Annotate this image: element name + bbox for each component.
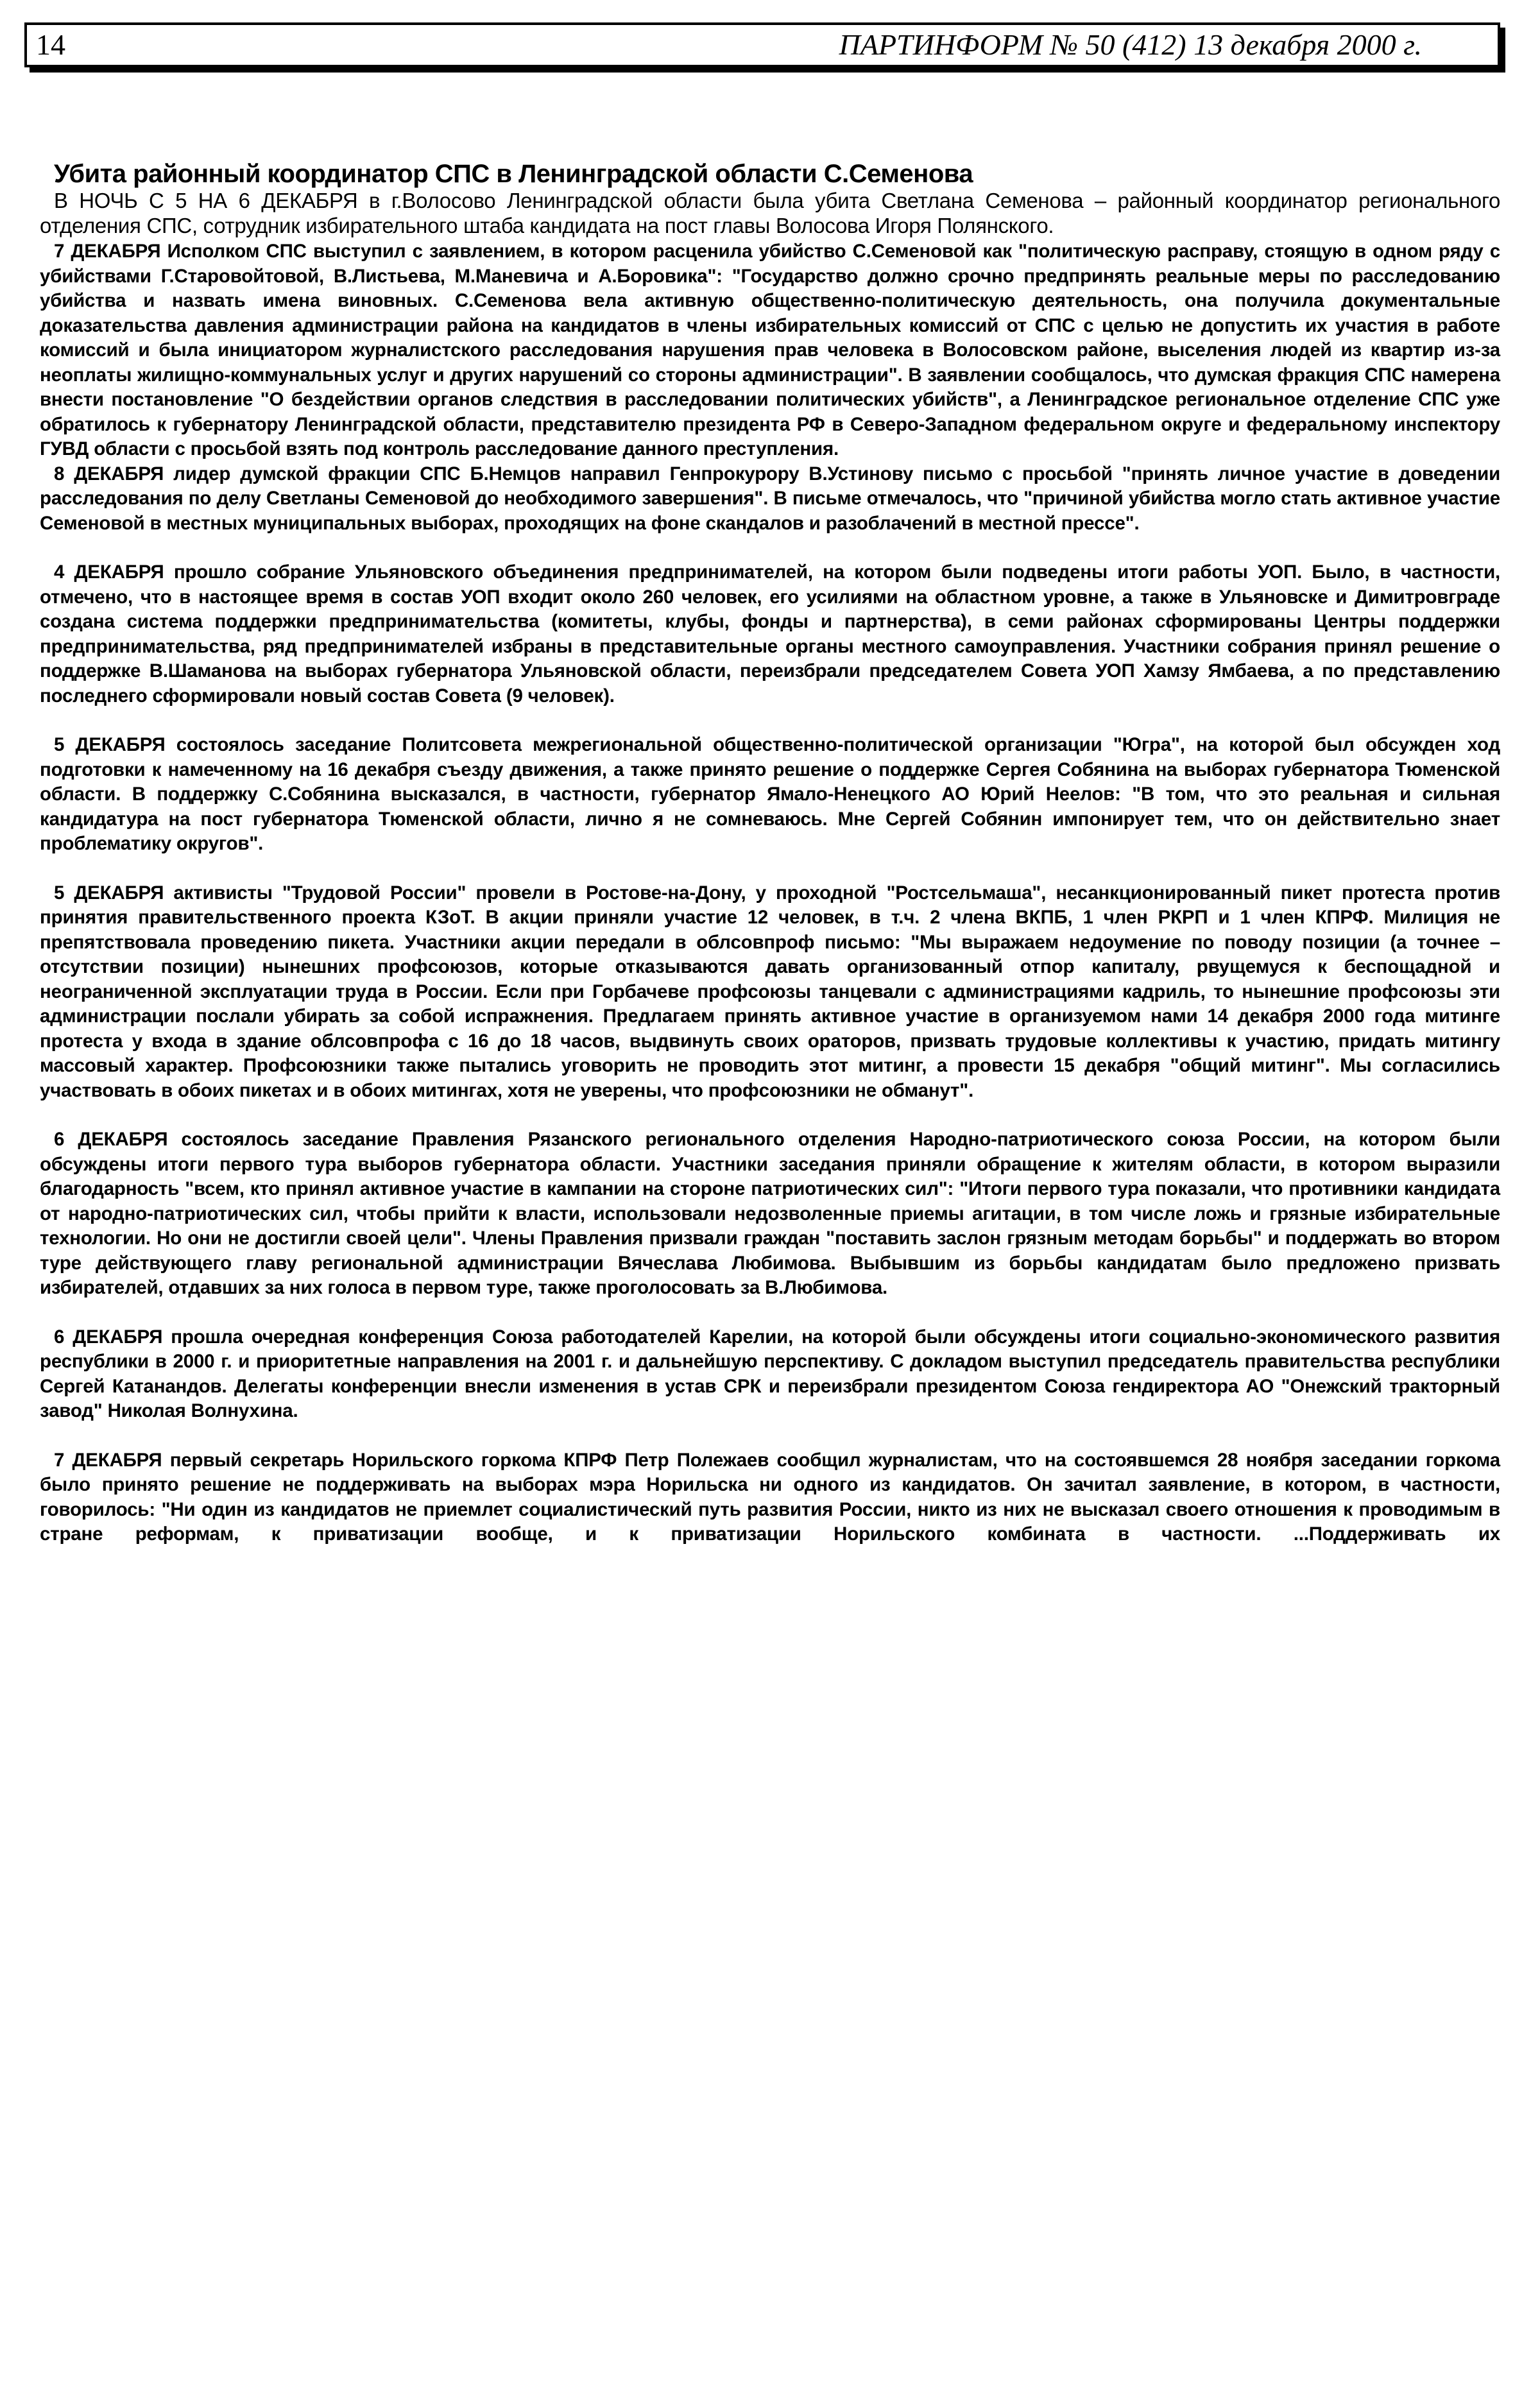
spacer [40, 857, 1500, 881]
spacer [40, 1103, 1500, 1127]
news-date: 6 ДЕКАБРЯ [54, 1326, 163, 1348]
news-text: состоялось заседание Правления Рязанского регионального отделения Народно-патриотического союза России, на котором были обсуждены итоги первого тура выборов губернатора области. Участники заседания приняли обращение к жителям области, в котором выразили благодарность "всем, кто принял активное участие в кампании на стороне патриотических сил": "Итоги первого тура показали, что противники кандидата от народно-патриотических сил, чтобы прийти к власти, использовали недозволенные приемы агитации, в том числе ложь и грязные избирательные технологии. Но они не достигли своей цели". Члены Правления призвали граждан "поставить заслон грязным методам борьбы" и поддержать во втором туре действующего главу региональной администрации Вячеслава Любимова. Выбывшим из борьбы кандидатам было предложено призвать избирателей, отдавших за них голоса в первом туре, также проголосовать за В.Любимова. [40, 1129, 1500, 1298]
paragraph-date: 7 ДЕКАБРЯ [54, 241, 161, 262]
news-item [40, 881, 1500, 1104]
lead-date: В НОЧЬ С 5 НА 6 ДЕКАБРЯ [54, 189, 358, 212]
article-paragraph [40, 239, 1500, 462]
page-content [40, 159, 1500, 1547]
news-item [40, 1325, 1500, 1424]
news-date: 4 ДЕКАБРЯ [54, 561, 164, 583]
paragraph-text: лидер думской фракции СПС Б.Немцов направил Генпрокурору В.Устинову письмо с просьбой "принять личное участие в доведении расследования по делу Светланы Семеновой до необходимого завершения". В письме отмечалось, что "причиной убийства могло стать активное участие Семеновой в местных муниципальных выборах, проходящих на фоне скандалов и разоблачений в местной прессе". [40, 463, 1501, 534]
news-date: 7 ДЕКАБРЯ [54, 1449, 162, 1471]
news-text: активисты "Трудовой России" провели в Ростове-на-Дону, у проходной "Ростсельмаша", несанкционированный пикет протеста против принятия правительственного проекта КЗоТ. В акции приняли участие 12 человек, в т.ч. 2 члена ВКПБ, 1 член РКРП и 1 член КПРФ. Милиция не препятствовала проведению пикета. Участники акции передали в облсовпроф письмо: "Мы выражаем недоумение по поводу позиции (а точнее – отсутствии позиции) нынешних профсоюзов, которые отказываются давать организованный отпор капиталу, рвущемуся к беспощадной и неограниченной эксплуатации труда в России. Если при Горбачеве профсоюзы танцевали с администрациями кадриль, то нынешние профсоюзы эти администрации послали убирать за собой испражнения. Предлагаем принять активное участие в организуемом нами 14 декабря 2000 года митинге протеста у входа в здание облсовпрофа с 16 до 18 часов, выдвинуть своих ораторов, призвать трудовые коллективы к участию, придать митингу массовый характер. Профсоюзники также пытались уговорить не проводить этот митинг, а провести 15 декабря "общий митинг". Мы согласились участвовать в обоих пикетах и в обоих митингах, хотя не уверены, что профсоюзники не обманут". [40, 882, 1500, 1101]
news-text: первый секретарь Норильского горкома КПРФ Петр Полежаев сообщил журналистам, что на состоявшемся 28 ноября заседании горкома было принято решение не поддерживать на выборах мэра Норильска ни одного из кандидатов. Он зачитал заявление, в котором, в частности, говорилось: "Ни один из кандидатов не приемлет социалистический путь развития России, никто из них не высказал своего отношения к проводимым в стране реформам, к приватизации вообще, и к приватизации Норильского комбината в частности. ...Поддерживать их [40, 1449, 1500, 1545]
spacer [40, 536, 1500, 560]
page-header [24, 22, 1500, 67]
article-lead [40, 189, 1500, 238]
news-text: прошло собрание Ульяновского объединения предпринимателей, на котором были подведены итоги работы УОП. Было, в частности, отмечено, что в настоящее время в состав УОП входит около 260 человек, его усилиями на областном уровне, а также в Ульяновске и Димитровграде создана система поддержки предпринимательства (комитеты, клубы, фонды и партнерства), в семи районах сформированы Центры поддержки предпринимательства, ряд предпринимателей избраны в представительные органы местного самоуправления. Участники собрания принял решение о поддержке В.Шаманова на выборах губернатора Ульяновской области, переизбрали председателем Совета УОП Хамзу Ямбаева, а по представлению последнего сформировали новый состав Совета (9 человек). [40, 561, 1501, 707]
paragraph-date: 8 ДЕКАБРЯ [54, 463, 164, 484]
spacer [40, 1301, 1500, 1325]
news-text: прошла очередная конференция Союза работодателей Карелии, на которой были обсуждены итоги социально-экономического развития республики в 2000 г. и приоритетные направления на 2001 г. и дальнейшую перспективу. С докладом выступил председатель правительства республики Сергей Катанандов. Делегаты конференции внесли изменения в устав СРК и переизбрали президентом Союза гендиректора АО "Онежский тракторный завод" Николая Волнухина. [40, 1326, 1501, 1421]
news-item [40, 1448, 1500, 1547]
spacer [40, 1424, 1500, 1448]
page-number: 14 [36, 28, 65, 61]
lead-text: в г.Волосово Ленинградской области была убита Светлана Семенова – районный координатор регионального отделения СПС, сотрудник избирательного штаба кандидата на пост главы Волосова Игоря Полянского. [40, 189, 1501, 237]
news-item [40, 560, 1500, 708]
news-item [40, 1127, 1500, 1301]
article-title: Убита районный координатор СПС в Ленинградской области С.Семенова [54, 160, 973, 188]
article-paragraph [40, 462, 1500, 536]
paragraph-text: Исполком СПС выступил с заявлением, в котором расценила убийство С.Семеновой как "политическую расправу, стоящую в одном ряду с убийствами Г.Старовойтовой, В.Листьева, М.Маневича и А.Боровика": "Государство должно срочно предпринять реальные меры по расследованию убийства и назвать имена виновных. С.Семенова вела активную общественно-политическую деятельность, она получила документальные доказательства давления администрации района на кандидатов в члены избирательных комиссий от СПС с целью не допустить их участия в работе комиссий и была инициатором журналистского расследования нарушения прав человека в Волосовском районе, выселения людей из квартир из-за неоплаты жилищно-коммунальных услуг и других нарушений со стороны администрации". В заявлении сообщалось, что думская фракция СПС намерена внести постановление "О бездействии органов следствия в расследовании политических убийств", а Ленинградское региональное отделение СПС уже обратилось к губернатору Ленинградской области, представителю президента РФ в Северо-Западном федеральном округе и федеральному инспектору ГУВД области с просьбой взять под контроль расследование данного преступления. [40, 241, 1501, 459]
spacer [40, 708, 1500, 733]
news-date: 5 ДЕКАБРЯ [54, 882, 164, 904]
publication-masthead: ПАРТИНФОРМ № 50 (412) 13 декабря 2000 г. [839, 28, 1422, 61]
news-item [40, 733, 1500, 857]
news-text: состоялось заседание Политсовета межрегиональной общественно-политической организации "Югра", на которой был обсужден ход подготовки к намеченному на 16 декабря съезду движения, а также принято решение о поддержке Сергея Собянина на выборах губернатора Тюменской области. В поддержку С.Собянина высказался, в частности, губернатор Ямало-Ненецкого АО Юрий Неелов: "В том, что это реальная и сильная кандидатура на пост губернатора Тюменской области, лично я не сомневаюсь. Мне Сергей Собянин импонирует тем, что он действительно знает проблематику округов". [40, 734, 1500, 854]
news-date: 5 ДЕКАБРЯ [54, 734, 166, 755]
news-date: 6 ДЕКАБРЯ [54, 1129, 168, 1150]
